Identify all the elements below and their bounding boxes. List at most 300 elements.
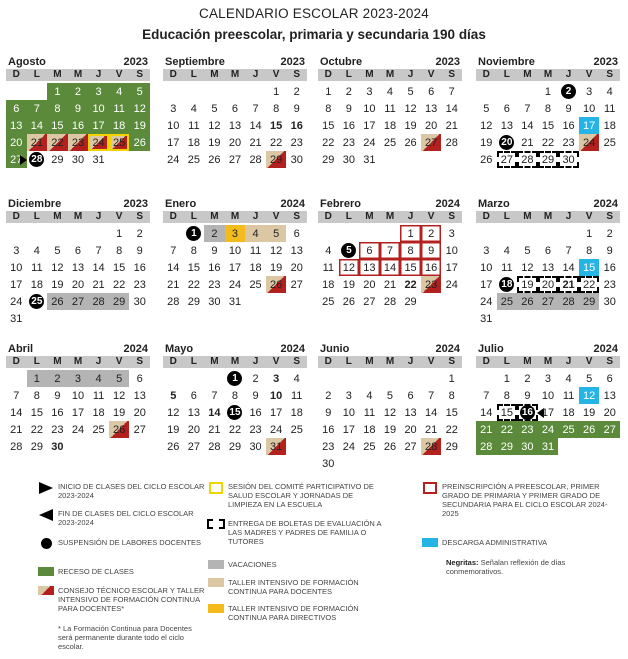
empty-day-cell — [599, 151, 620, 168]
month-header — [6, 56, 150, 68]
day-cell: 18 — [322, 278, 335, 291]
day-cell: 16 — [342, 119, 355, 132]
day-grid — [6, 83, 150, 168]
empty-day-cell — [497, 310, 518, 327]
day-cell: 7 — [170, 244, 177, 257]
day-cell: 6 — [359, 242, 380, 259]
empty-day-cell — [421, 455, 442, 472]
weekday-label: V — [115, 69, 123, 80]
day-cell: 22 — [113, 278, 126, 291]
weekday-label: D — [482, 356, 490, 367]
day-cell: 14 — [27, 117, 48, 134]
day-cell: 6 — [190, 389, 197, 402]
month-header — [476, 198, 620, 210]
empty-day-cell — [400, 455, 421, 472]
day-cell: 26 — [383, 440, 397, 453]
empty-day-cell — [6, 83, 27, 100]
empty-day-cell — [476, 225, 497, 242]
day-cell: 13 — [6, 117, 27, 134]
weekday-label: S — [448, 69, 456, 80]
day-cell: 29 — [51, 153, 64, 166]
empty-day-cell — [359, 370, 380, 387]
day-cell: 11 — [290, 389, 303, 402]
day-cell: 13 — [541, 261, 555, 274]
empty-day-cell — [129, 151, 150, 168]
day-cell: 23 — [249, 423, 262, 436]
day-cell: 27 — [497, 151, 518, 168]
empty-day-cell — [558, 310, 579, 327]
day-cell: 16 — [249, 406, 262, 419]
day-cell: 20 — [363, 278, 376, 291]
empty-day-cell — [225, 83, 246, 100]
day-cell: 26 — [342, 295, 355, 308]
day-cell: 24 — [342, 440, 355, 453]
day-cell — [558, 83, 579, 100]
day-cell: 4 — [190, 102, 197, 115]
day-cell: 23 — [290, 136, 303, 149]
day-cell — [339, 242, 360, 259]
day-cell: 7 — [95, 244, 102, 257]
legend-item-boletas — [204, 519, 388, 546]
day-cell: 14 — [521, 119, 534, 132]
empty-day-cell — [441, 455, 462, 472]
weekday-label: D — [482, 211, 490, 222]
weekday-label: J — [252, 356, 259, 367]
legend-label: SUSPENSIÓN DE LABORES DOCENTES — [58, 538, 201, 547]
day-cell: 4 — [366, 389, 373, 402]
day-cell — [27, 151, 48, 168]
day-cell: 28 — [558, 293, 579, 310]
day-cell: 12 — [480, 119, 493, 132]
day-cell: 24 — [270, 423, 283, 436]
day-cell: 23 — [133, 278, 146, 291]
day-cell: 24 — [480, 295, 493, 308]
day-cell: 10 — [88, 100, 109, 117]
day-cell: 14 — [92, 261, 105, 274]
weekday-label: S — [448, 356, 456, 367]
day-cell: 11 — [603, 102, 616, 115]
legend-item-descarga — [418, 538, 612, 547]
month-header — [318, 343, 462, 355]
day-cell: 29 — [187, 295, 200, 308]
day-grid — [6, 225, 150, 327]
day-cell: 4 — [565, 372, 572, 385]
empty-day-cell — [109, 310, 130, 327]
day-cell: 15 — [497, 404, 518, 421]
day-cell: 1 — [586, 227, 593, 240]
day-cell: 17 — [579, 117, 600, 134]
empty-day-cell — [163, 83, 184, 100]
weekday-label: V — [427, 211, 435, 222]
day-cell: 19 — [583, 406, 596, 419]
day-cell: 6 — [428, 85, 435, 98]
weekday-label: D — [169, 211, 177, 222]
day-cell: 19 — [208, 136, 221, 149]
day-cell: 21 — [249, 136, 262, 149]
empty-day-cell — [380, 455, 401, 472]
weekday-label: S — [136, 69, 144, 80]
day-cell: 3 — [544, 372, 552, 385]
weekday-header — [6, 69, 150, 81]
day-cell: 17 — [10, 278, 23, 291]
day-cell: 26 — [167, 440, 180, 453]
day-cell: 22 — [30, 423, 43, 436]
day-cell: 17 — [167, 136, 180, 149]
month-year: 2024 — [593, 198, 618, 210]
day-cell: 17 — [445, 261, 458, 274]
day-cell: 27 — [599, 421, 620, 438]
day-cell: 30 — [51, 440, 64, 453]
weekday-label: M — [210, 356, 219, 367]
weekday-header — [6, 211, 150, 223]
day-cell: 19 — [383, 423, 397, 436]
empty-day-cell — [339, 455, 360, 472]
month-noviembre — [476, 56, 620, 168]
day-cell: 5 — [266, 225, 287, 242]
day-cell: 3 — [448, 227, 455, 240]
weekday-label: M — [523, 356, 532, 367]
day-cell: 22 — [228, 423, 242, 436]
day-cell: 31 — [480, 312, 493, 325]
month-year: 2024 — [435, 198, 460, 210]
day-cell: 1 — [544, 85, 552, 98]
day-grid — [318, 225, 462, 310]
day-cell: 9 — [68, 100, 89, 117]
day-cell: 5 — [407, 85, 414, 98]
empty-day-cell — [441, 293, 462, 310]
day-cell: 20 — [290, 261, 303, 274]
month-year: 2023 — [123, 56, 148, 68]
day-cell: 21 — [167, 278, 180, 291]
day-cell: 26 — [129, 134, 150, 151]
legend-label: SESIÓN DEL COMITÉ PARTICIPATIVO DE SALUD ESCOLAR Y JORNADAS DE LIMPIEZA EN LA ESCUELA — [228, 482, 374, 509]
footnote-text: * La Formación Continua para Docentes será permanente durante todo el ciclo escolar. — [58, 624, 192, 651]
day-cell: 20 — [6, 134, 27, 151]
day-cell: 2 — [293, 85, 300, 98]
weekday-header — [476, 211, 620, 223]
day-cell: 8 — [47, 100, 68, 117]
weekday-label: S — [293, 69, 301, 80]
day-cell: 12 — [521, 261, 534, 274]
legend-item-receso — [34, 567, 206, 576]
day-cell: 14 — [425, 406, 438, 419]
day-cell — [184, 225, 205, 242]
day-cell: 10 — [10, 261, 23, 274]
day-cell: 1 — [273, 85, 280, 98]
month-name: Noviembre — [478, 56, 535, 68]
day-cell: 21 — [558, 276, 579, 293]
weekday-header — [163, 356, 307, 368]
month-header — [6, 343, 150, 355]
weekday-label: M — [365, 356, 374, 367]
weekday-header — [163, 69, 307, 81]
taller-directivos-swatch — [208, 604, 224, 613]
empty-day-cell — [359, 455, 380, 472]
day-cell: 11 — [109, 100, 130, 117]
day-cell: 1 — [325, 85, 332, 98]
day-cell: 17 — [88, 117, 109, 134]
day-cell: 8 — [273, 102, 280, 115]
day-cell: 16 — [562, 119, 575, 132]
empty-day-cell — [109, 438, 130, 455]
day-cell: 12 — [113, 389, 126, 402]
month-agosto — [6, 56, 150, 168]
weekday-label: M — [73, 211, 83, 222]
day-cell: 13 — [359, 259, 380, 276]
day-cell: 6 — [544, 244, 552, 257]
month-febrero — [318, 198, 462, 310]
day-cell: 5 — [109, 370, 130, 387]
day-cell: 21 — [27, 134, 48, 151]
weekday-label: L — [33, 69, 40, 80]
weekday-label: M — [523, 69, 532, 80]
day-cell: 9 — [606, 244, 613, 257]
day-cell: 27 — [187, 440, 200, 453]
day-cell: 19 — [129, 117, 150, 134]
weekday-label: J — [252, 211, 259, 222]
day-cell: 28 — [249, 153, 262, 166]
empty-day-cell — [421, 151, 442, 168]
empty-day-cell — [538, 310, 559, 327]
day-cell: 31 — [10, 312, 23, 325]
day-cell: 31 — [363, 153, 376, 166]
day-grid — [476, 225, 620, 327]
day-cell: 22 — [322, 136, 335, 149]
empty-day-cell — [88, 225, 109, 242]
empty-day-cell — [441, 151, 462, 168]
day-cell: 27 — [404, 440, 417, 453]
empty-day-cell — [163, 370, 184, 387]
day-cell: 22 — [541, 136, 555, 149]
day-cell: 30 — [249, 440, 262, 453]
day-cell: 21 — [10, 423, 23, 436]
day-cell: 17 — [480, 278, 493, 291]
weekday-label: V — [272, 356, 280, 367]
day-cell: 15 — [322, 119, 335, 132]
empty-day-cell — [599, 438, 620, 455]
weekday-label: L — [190, 69, 197, 80]
day-cell: 8 — [448, 389, 455, 402]
day-cell: 17 — [363, 119, 376, 132]
day-cell: 7 — [211, 389, 218, 402]
day-cell: 25 — [290, 423, 303, 436]
day-cell: 28 — [445, 136, 458, 149]
empty-day-cell — [579, 438, 600, 455]
day-cell: 19 — [342, 278, 355, 291]
day-cell: 10 — [541, 389, 555, 402]
day-cell: 10 — [228, 244, 242, 257]
day-cell: 24 — [71, 423, 85, 436]
day-grid — [476, 370, 620, 455]
day-cell: 2 — [606, 227, 613, 240]
day-cell: 3 — [13, 244, 20, 257]
empty-day-cell — [380, 225, 401, 242]
day-cell: 7 — [13, 389, 20, 402]
day-cell: 27 — [228, 153, 242, 166]
day-cell: 27 — [68, 293, 89, 310]
day-cell: 2 — [345, 85, 352, 98]
day-cell: 11 — [249, 244, 262, 257]
day-cell: 29 — [538, 151, 559, 168]
day-cell: 13 — [187, 406, 200, 419]
day-cell: 9 — [136, 244, 143, 257]
day-cell: 27 — [538, 293, 559, 310]
day-cell: 5 — [586, 372, 593, 385]
day-cell: 18 — [249, 261, 262, 274]
day-cell: 1 — [47, 83, 68, 100]
weekday-label: D — [12, 356, 20, 367]
day-cell: 1 — [448, 372, 455, 385]
weekday-header — [476, 356, 620, 368]
day-cell: 23 — [208, 278, 221, 291]
day-cell: 5 — [211, 102, 218, 115]
day-cell: 22 — [497, 421, 518, 438]
weekday-label: M — [230, 69, 240, 80]
weekday-label: J — [565, 69, 572, 80]
empty-day-cell — [517, 225, 538, 242]
month-abril — [6, 343, 150, 455]
day-cell: 17 — [342, 423, 355, 436]
day-cell: 3 — [345, 389, 352, 402]
weekday-label: M — [230, 211, 240, 222]
empty-day-cell — [380, 370, 401, 387]
day-cell — [497, 276, 518, 293]
empty-day-cell — [88, 310, 109, 327]
day-cell: 10 — [270, 389, 283, 402]
month-diciembre — [6, 198, 150, 327]
empty-day-cell — [163, 225, 184, 242]
day-number-circled: 1 — [186, 226, 201, 241]
weekday-label: S — [606, 211, 614, 222]
day-cell: 24 — [10, 295, 23, 308]
month-header — [6, 198, 150, 210]
day-cell: 21 — [208, 423, 221, 436]
day-cell: 9 — [293, 102, 300, 115]
month-year: 2023 — [435, 56, 460, 68]
weekday-label: L — [345, 211, 352, 222]
weekday-label: M — [523, 211, 532, 222]
day-cell: 25 — [603, 136, 616, 149]
day-cell: 22 — [445, 423, 458, 436]
day-number-circled: 28 — [31, 154, 43, 165]
weekday-label: M — [365, 69, 374, 80]
day-cell: 12 — [208, 119, 221, 132]
day-cell: 2 — [524, 372, 531, 385]
day-cell: 30 — [603, 295, 616, 308]
empty-day-cell — [47, 310, 68, 327]
weekday-label: M — [53, 356, 62, 367]
weekday-label: V — [115, 211, 123, 222]
weekday-header — [163, 211, 307, 223]
day-grid — [163, 83, 307, 168]
day-cell — [27, 293, 48, 310]
weekday-label: D — [12, 69, 20, 80]
preinscripcion-swatch — [423, 482, 437, 494]
month-septiembre — [163, 56, 307, 168]
day-cell: 3 — [586, 85, 593, 98]
day-cell: 18 — [187, 136, 200, 149]
weekday-label: L — [33, 356, 40, 367]
day-cell: 25 — [363, 440, 376, 453]
day-cell: 14 — [445, 102, 458, 115]
day-cell: 19 — [270, 261, 283, 274]
day-cell: 17 — [228, 261, 242, 274]
weekday-label: V — [585, 356, 593, 367]
month-header — [163, 343, 307, 355]
day-cell: 13 — [228, 119, 242, 132]
day-cell: 26 — [579, 421, 600, 438]
vacaciones-swatch — [208, 560, 224, 569]
day-cell: 15 — [400, 259, 421, 276]
weekday-label: S — [293, 211, 301, 222]
day-cell — [225, 370, 246, 387]
empty-day-cell — [538, 225, 559, 242]
empty-day-cell — [599, 310, 620, 327]
day-cell: 6 — [74, 244, 82, 257]
comite-swatch — [209, 482, 223, 494]
day-number-circled: 18 — [501, 279, 513, 290]
day-cell: 31 — [228, 295, 242, 308]
day-cell: 25 — [249, 278, 262, 291]
day-cell — [225, 404, 246, 421]
empty-day-cell — [184, 370, 205, 387]
empty-day-cell — [68, 438, 89, 455]
day-cell: 15 — [113, 261, 126, 274]
month-name: Febrero — [320, 198, 361, 210]
month-name: Abril — [8, 343, 34, 355]
weekday-label: S — [448, 211, 456, 222]
legend-footnote — [58, 624, 198, 651]
day-cell: 18 — [92, 406, 105, 419]
legend-item-taller-docentes — [204, 578, 388, 596]
month-year: 2023 — [123, 198, 148, 210]
empty-day-cell — [558, 438, 579, 455]
day-cell: 21 — [445, 119, 458, 132]
weekday-label: J — [95, 356, 102, 367]
day-cell: 28 — [517, 151, 538, 168]
negritas-label: Negritas: — [446, 558, 479, 567]
day-cell: 6 — [503, 102, 510, 115]
empty-day-cell — [27, 310, 48, 327]
weekday-label: M — [543, 356, 553, 367]
day-cell: 21 — [521, 136, 534, 149]
empty-day-cell — [318, 370, 339, 387]
day-number-circled: 5 — [341, 243, 356, 258]
weekday-label: S — [136, 356, 144, 367]
day-cell: 30 — [133, 295, 146, 308]
day-number-circled: 16 — [521, 407, 533, 418]
day-cell: 3 — [170, 102, 177, 115]
day-cell: 29 — [404, 295, 417, 308]
day-cell: 25 — [383, 136, 397, 149]
day-cell: 13 — [500, 119, 513, 132]
day-cell: 7 — [380, 242, 401, 259]
end-arrow-icon — [39, 509, 53, 521]
weekday-label: M — [53, 69, 62, 80]
day-cell: 13 — [425, 102, 438, 115]
weekday-label: L — [190, 356, 197, 367]
empty-day-cell — [339, 370, 360, 387]
day-cell: 12 — [339, 259, 360, 276]
month-name: Julio — [478, 343, 504, 355]
day-cell: 27 — [6, 151, 27, 168]
empty-day-cell — [27, 83, 48, 100]
month-name: Agosto — [8, 56, 46, 68]
month-year: 2024 — [435, 343, 460, 355]
day-cell: 11 — [562, 389, 575, 402]
empty-day-cell — [400, 151, 421, 168]
day-grid — [163, 370, 307, 455]
